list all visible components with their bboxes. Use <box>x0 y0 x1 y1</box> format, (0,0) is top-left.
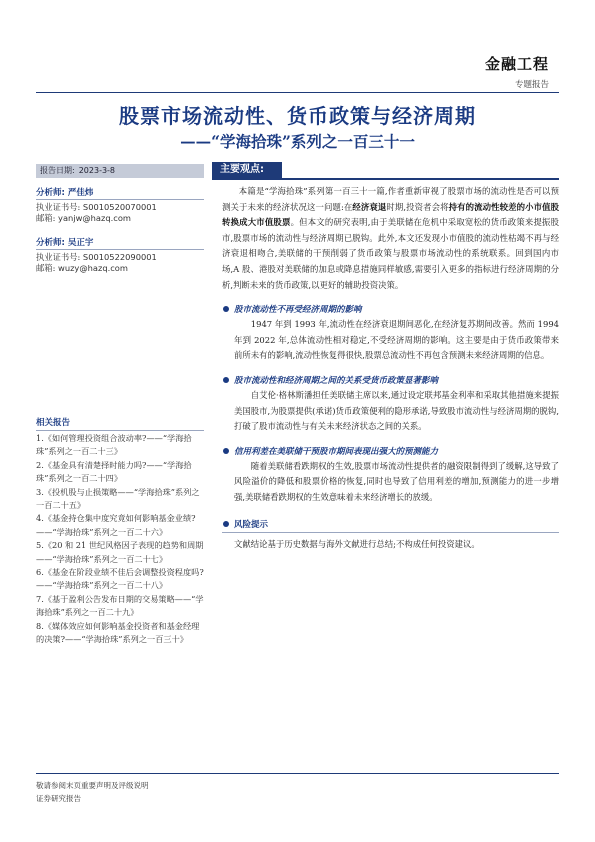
report-date-bar <box>36 164 204 178</box>
section-paragraph: 1947 年到 1993 年,流动性在经济衰退期间恶化,在经济复苏期间改善。然而 1994 年到 2022 年,总体流动性相对稳定,不受经济周期的影响。这主要是由于货币政策带来前所未有的影响,流动性恢复得很快,股票总流动性不再包含预测未来经济周期的信息。 <box>234 319 559 361</box>
related-reports-title: 相关报告 <box>36 416 204 431</box>
main-points-label: 主要观点: <box>212 162 282 178</box>
analyst-license <box>36 252 204 263</box>
brand-name: 金融工程 <box>484 55 549 73</box>
analyst-block <box>36 186 204 224</box>
related-report-item[interactable]: 1.《如何管理投资组合波动率?——“学海拾珠”系列之一百二十三》 <box>36 433 192 457</box>
related-report-item[interactable]: 2.《基金具有清楚择时能力吗?——“学海拾珠”系列之一百二十四》 <box>36 459 192 484</box>
report-type: 专题报告 <box>514 80 549 90</box>
report-date-label: 报告日期: <box>40 166 75 175</box>
section-paragraph: 随着美联储看跌期权的生效,股票市场流动性提供者的融资限制得到了缓解,这导致了风险溢价的降低和股票价格的恢复,同时也导致了信用利差的增加,预测能力的进一步增强,美联储看跌期权的生效意味着未来经济增长的放缓。 <box>234 460 559 502</box>
section-heading: 信用利差在美联储干预股市期间表现出强大的预测能力 <box>222 445 559 457</box>
page-title: 股票市场流动性、货币政策与经济周期 <box>119 104 476 128</box>
related-report-item[interactable]: 6.《基金在阶段业绩不佳后会调整投资程度吗?——“学海拾珠”系列之一百二十八》 <box>36 567 204 591</box>
email-label: 邮箱: <box>36 213 56 223</box>
footer-divider <box>36 773 559 774</box>
report-date-value: 2023-3-8 <box>78 166 116 175</box>
related-reports-list <box>36 432 204 647</box>
related-report-item[interactable]: 3.《投机股与止损策略——“学海拾珠”系列之一百二十五》 <box>36 486 200 511</box>
email-link[interactable]: wuzy@hazq.com <box>58 263 128 273</box>
page-subtitle: ——“学海拾珠”系列之一百三十一 <box>180 132 415 151</box>
analyst-email <box>36 213 204 224</box>
section-heading: 股市流动性和经济周期之间的关系受货币政策显著影响 <box>222 374 559 386</box>
email-link[interactable]: yanjw@hazq.com <box>58 213 131 223</box>
analyst-name: 分析师: 吴正宇 <box>36 236 204 250</box>
related-report-item[interactable]: 8.《媒体效应如何影响基金投资者和基金经理的决策?——“学海拾珠”系列之一百三十》 <box>36 620 200 645</box>
main-points-body <box>222 184 559 551</box>
license-label: 执业证书号: <box>36 202 81 212</box>
risk-text: 文献结论基于历史数据与海外文献进行总结;不构成任何投资建议。 <box>234 538 480 549</box>
analyst-block <box>36 236 204 274</box>
email-label: 邮箱: <box>36 263 56 273</box>
related-report-item[interactable]: 7.《基于盈利公告发布日期的交易策略——“学海拾珠”系列之一百二十九》 <box>36 593 204 618</box>
analyst-email <box>36 263 204 274</box>
risk-heading: 风险提示 <box>222 518 559 533</box>
header-divider <box>36 92 559 93</box>
related-report-item[interactable]: 5.《20 和 21 世纪风格因子表现的趋势和周期——“学海拾珠”系列之一百二十七》 <box>36 540 204 564</box>
analyst-name: 分析师: 严佳炜 <box>36 186 204 200</box>
license-number: S0010520070001 <box>82 202 157 212</box>
analyst-license <box>36 202 204 213</box>
footer-report-label: 证券研究报告 <box>36 794 81 803</box>
section-paragraph: 自艾伦·格林斯潘担任美联储主席以来,通过设定联邦基金利率和采取其他措施来提振美国股市,为股票提供(承诺)货币政策便利的隐形承诺,导致股市流动性与经济周期的脱钩,打破了股市流动性与有关未来经济状态之间的关系。 <box>234 389 559 432</box>
intro-paragraph: 本篇是“学海拾珠”系列第一百三十一篇,作者重新审视了股票市场的流动性是否可以预测关于未来的经济状况这一问题:在经济衰退时期,投资者会将持有的流动性较差的小市值股转换成大市值股票。但本文的研究表明,由于美联储在危机中采取宽松的货币政策来提振股市,股票市场的流动性与经济周期已脱钩。此外,本文还发现小市值股的流动性枯竭不再与经济衰退相吻合,美联储的干预削弱了货币政策与股票市场流动性的系统联系。回到国内市场,A 股、港股对美联储的加息或降息措施同样敏感,需要引入更多的指标进行经济周期的分析,判断未来的货币政策,以更好的辅助投资决策。 <box>222 186 560 290</box>
related-report-item[interactable]: 4.《基金持仓集中度究竟如何影响基金业绩?——“学海拾珠”系列之一百二十六》 <box>36 513 196 537</box>
footer-disclaimer-link[interactable]: 敬请参阅末页重要声明及评级说明 <box>36 781 149 790</box>
license-label: 执业证书号: <box>36 252 81 262</box>
main-points-header <box>212 162 559 180</box>
section-heading: 股市流动性不再受经济周期的影响 <box>222 303 559 315</box>
analyst-sidebar <box>36 186 204 286</box>
license-number: S0010522090001 <box>82 252 157 262</box>
